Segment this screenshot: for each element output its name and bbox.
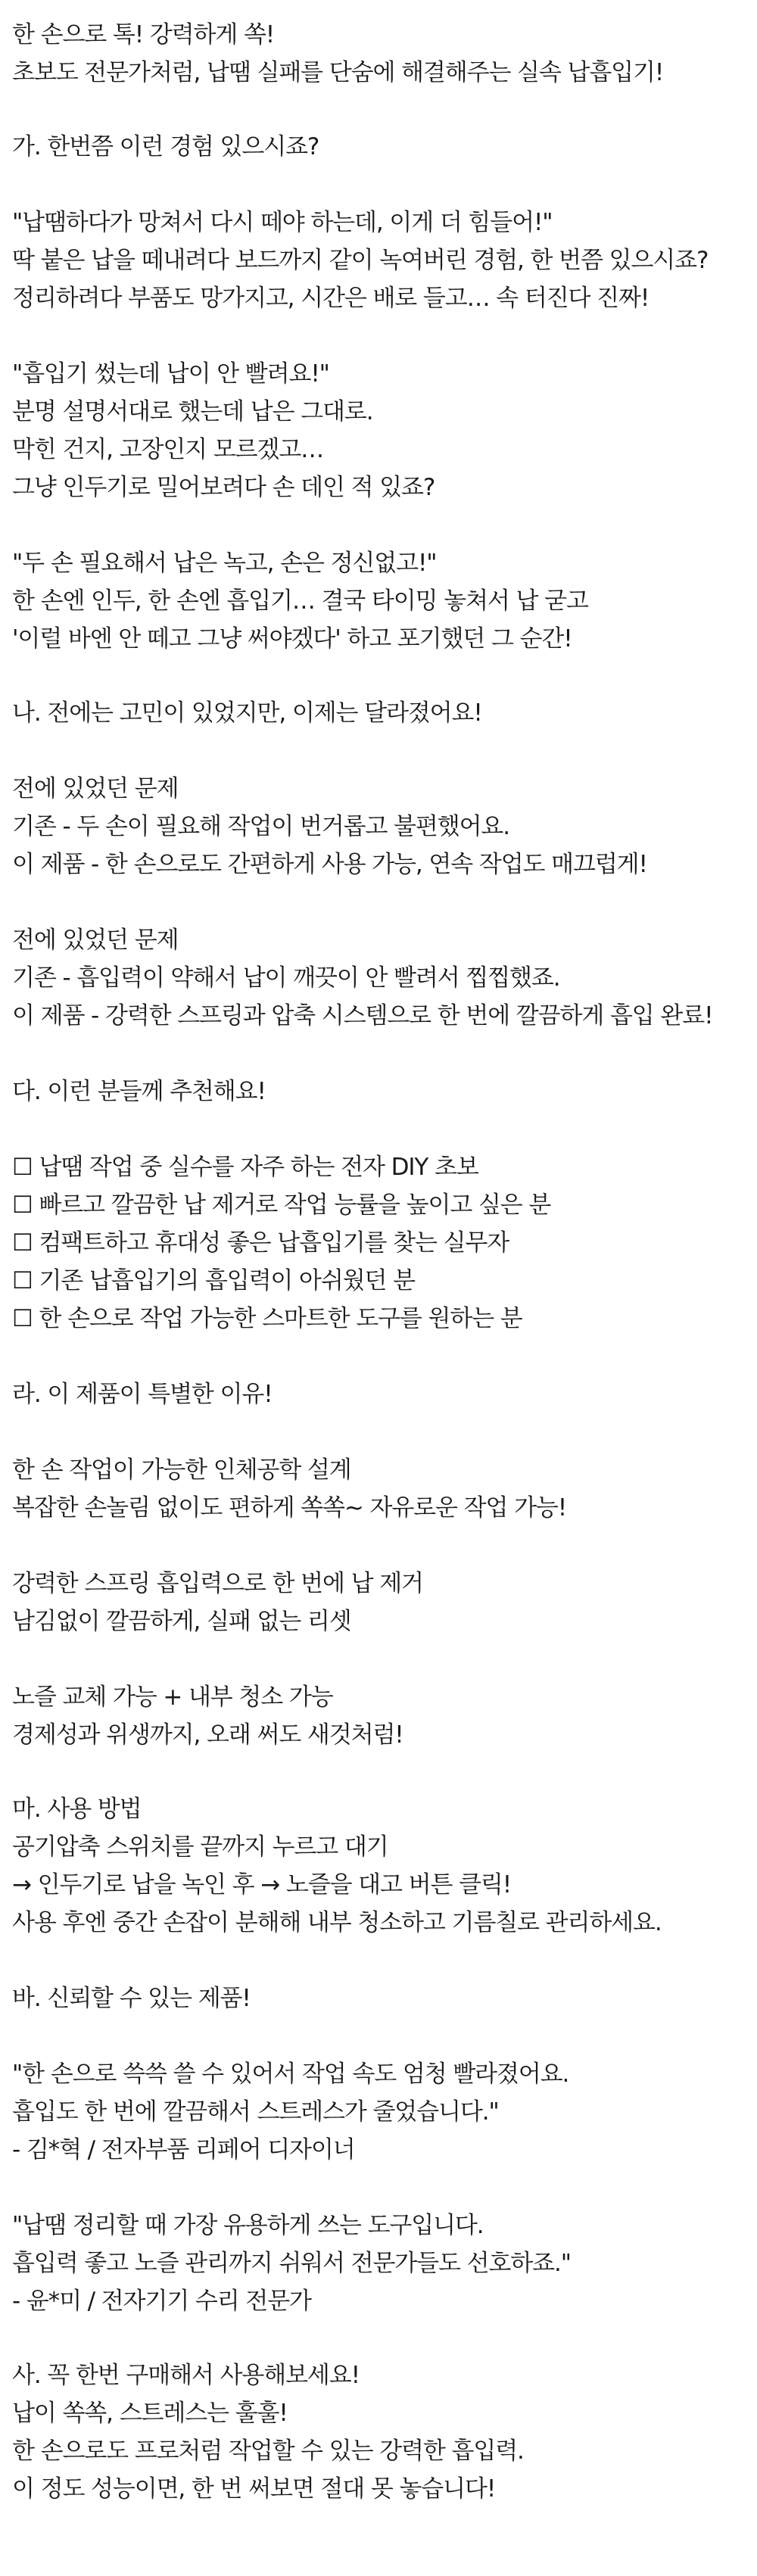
section-heading-ba: 바. 신뢰할 수 있는 제품! [12,1985,251,2012]
text-line: 기존 - 두 손이 필요해 작업이 번거롭고 불편했어요. [12,813,510,840]
text-line: 남김없이 깔끔하게, 실패 없는 리셋 [12,1608,351,1635]
text-line: 한 손으로도 프로처럼 작업할 수 있는 강력한 흡입력. [12,2437,524,2465]
problem-label: 전에 있었던 문제 [12,775,179,802]
text-line: 납이 쏙쏙, 스트레스는 훌훌! [12,2400,288,2427]
quote-line: "두 손 필요해서 납은 녹고, 손은 정신없고!" [12,550,437,577]
quote-line: "납땜하다가 망쳐서 다시 떼야 하는데, 이게 더 힘들어!" [12,209,553,236]
subheadline: 초보도 전문가처럼, 납땜 실패를 단숨에 해결해주는 실속 납흡입기! [12,59,664,86]
section-heading-da: 다. 이런 분들께 추천해요! [12,1078,266,1105]
checklist-item: ☐ 기존 납흡입기의 흡입력이 아쉬웠던 분 [12,1267,415,1294]
section-heading-ma: 마. 사용 방법 [12,1796,142,1823]
text-line: 정리하려다 부품도 망가지고, 시간은 배로 들고… 속 터진다 진짜! [12,285,650,312]
text-line: 그냥 인두기로 밀어보려다 손 데인 적 있죠? [12,474,435,501]
section-heading-ra: 라. 이 제품이 특별한 이유! [12,1381,273,1408]
checklist-item: ☐ 컴팩트하고 휴대성 좋은 납흡입기를 찾는 실무자 [12,1229,509,1257]
testimonial-author: - 윤*미 / 전자기기 수리 전문가 [12,2288,311,2315]
text-line: 경제성과 위생까지, 오래 써도 새것처럼! [12,1721,403,1749]
text-line: 이 제품 - 강력한 스프링과 압축 시스템으로 한 번에 깔끔하게 흡입 완료! [12,1002,713,1029]
quote-line: "흡입기 썼는데 납이 안 빨려요!" [12,360,329,388]
text-line: 막힌 건지, 고장인지 모르겠고… [12,436,324,463]
text-line: 사용 후엔 중간 손잡이 분해해 내부 청소하고 기름칠로 관리하세요. [12,1909,662,1936]
testimonial-line: 흡입도 한 번에 깔끔해서 스트레스가 줄었습니다." [12,2098,499,2126]
text-line: 분명 설명서대로 했는데 납은 그대로. [12,398,373,425]
section-heading-sa: 사. 꼭 한번 구매해서 사용해보세요! [12,2362,360,2389]
text-line: '이럴 바엔 안 떼고 그냥 써야겠다' 하고 포기했던 그 순간! [12,625,572,653]
section-heading-ga: 가. 한번쯤 이런 경험 있으시죠? [12,133,319,160]
text-line: 기존 - 흡입력이 약해서 납이 깨끗이 안 빨려서 찝찝했죠. [12,964,560,992]
problem-label: 전에 있었던 문제 [12,927,179,954]
text-line: 이 정도 성능이면, 한 번 써보면 절대 못 놓습니다! [12,2475,496,2503]
text-line: 딱 붙은 납을 떼내려다 보드까지 같이 녹여버린 경험, 한 번쯤 있으시죠? [12,247,709,274]
text-line: 강력한 스프링 흡입력으로 한 번에 납 제거 [12,1570,423,1597]
checklist-item: ☐ 빠르고 깔끔한 납 제거로 작업 능률을 높이고 싶은 분 [12,1191,551,1219]
text-line: 이 제품 - 한 손으로도 간편하게 사용 가능, 연속 작업도 매끄럽게! [12,851,647,878]
text-line: 한 손엔 인두, 한 손엔 흡입기… 결국 타이밍 놓쳐서 납 굳고 [12,587,588,615]
testimonial-line: "한 손으로 쓱쓱 쓸 수 있어서 작업 속도 엄청 빨라졌어요. [12,2060,569,2088]
text-line: 공기압축 스위치를 끝까지 누르고 대기 [12,1833,388,1861]
section-heading-na: 나. 전에는 고민이 있었지만, 이제는 달라졌어요! [12,699,482,727]
text-line: 노즐 교체 가능 + 내부 청소 가능 [12,1684,333,1711]
text-line: 복잡한 손놀림 없이도 편하게 쏙쏙~ 자유로운 작업 가능! [12,1494,567,1522]
text-line: 한 손 작업이 가능한 인체공학 설계 [12,1456,351,1484]
checklist-item: ☐ 한 손으로 작업 가능한 스마트한 도구를 원하는 분 [12,1305,522,1332]
testimonial-author: - 김*혁 / 전자부품 리페어 디자이너 [12,2136,355,2163]
testimonial-line: "납땜 정리할 때 가장 유용하게 쓰는 도구입니다. [12,2212,484,2239]
checklist-item: ☐ 납땜 작업 중 실수를 자주 하는 전자 DIY 초보 [12,1154,478,1181]
testimonial-line: 흡입력 좋고 노즐 관리까지 쉬워서 전문가들도 선호하죠." [12,2250,571,2277]
headline: 한 손으로 톡! 강력하게 쏙! [12,21,275,48]
text-line: → 인두기로 납을 녹인 후 → 노즐을 대고 버튼 클릭! [12,1871,512,1899]
